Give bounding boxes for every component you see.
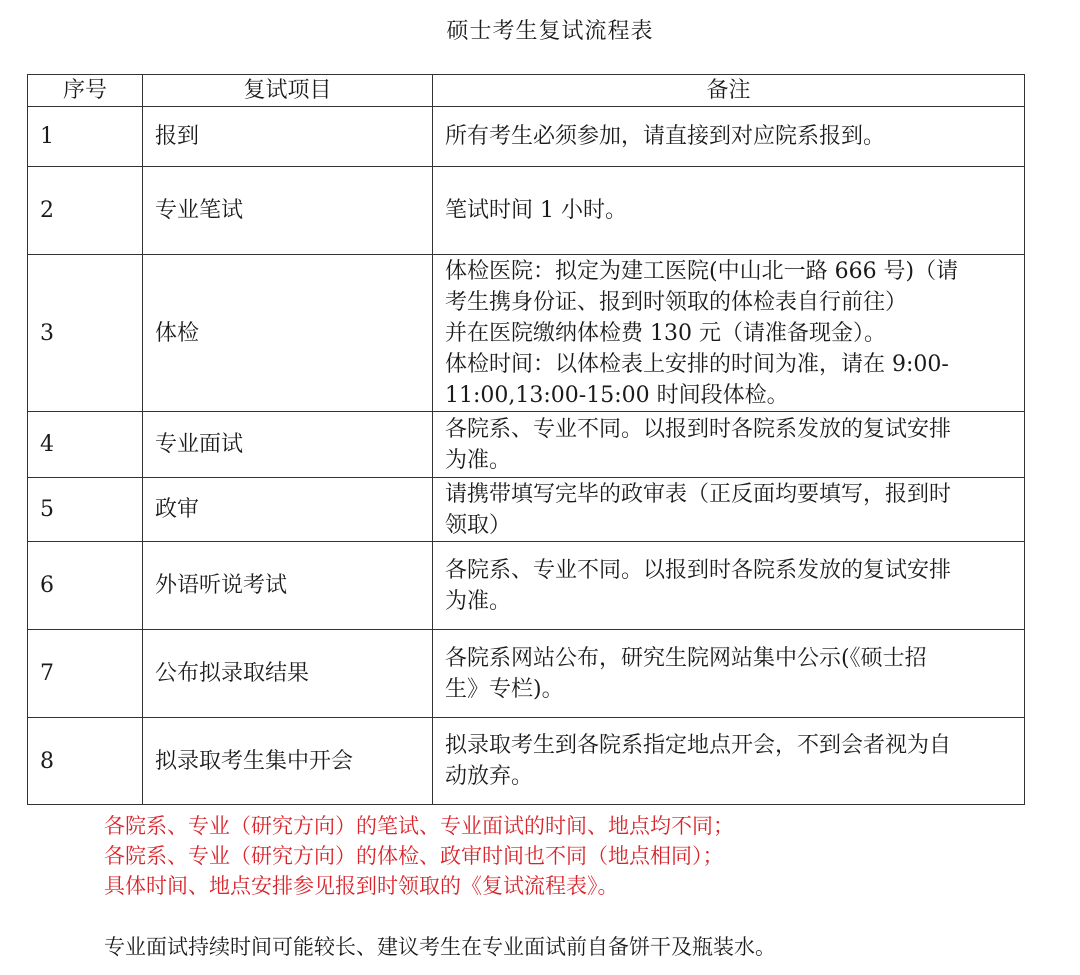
note-line: 为准。 [445, 588, 512, 614]
row-no: 8 [28, 718, 143, 805]
table-row [28, 255, 1025, 412]
row-item: 政审 [143, 478, 433, 542]
table-header-row [28, 75, 1025, 107]
page-title: 硕士考生复试流程表 [446, 19, 654, 44]
table-row [28, 542, 1025, 630]
table-row [28, 718, 1025, 805]
row-item: 专业面试 [143, 412, 433, 478]
row-item: 报到 [143, 107, 433, 167]
process-table [27, 74, 1025, 805]
table-row [28, 478, 1025, 542]
table-row [28, 412, 1025, 478]
row-item: 体检 [143, 255, 433, 412]
note-line: 笔试时间 1 小时。 [445, 198, 627, 223]
row-notes [433, 478, 1025, 542]
row-no: 1 [28, 107, 143, 167]
row-no: 5 [28, 478, 143, 542]
row-no: 7 [28, 630, 143, 718]
table-row [28, 630, 1025, 718]
row-item: 外语听说考试 [143, 542, 433, 630]
row-item: 专业笔试 [143, 167, 433, 255]
row-item: 拟录取考生集中开会 [143, 718, 433, 805]
table-row [28, 107, 1025, 167]
note-line: 为准。 [445, 447, 512, 473]
note-line: 领取） [445, 512, 512, 538]
row-notes [433, 167, 1025, 255]
row-no: 3 [28, 255, 143, 412]
note-line: 11:00,13:00-15:00 时间段体检。 [445, 382, 789, 408]
row-notes [433, 412, 1025, 478]
note-line: 考生携身份证、报到时领取的体检表自行前往） [445, 289, 908, 315]
row-notes [433, 542, 1025, 630]
note-line: 体检医院：拟定为建工医院(中山北一路 666 号)（请 [445, 258, 959, 284]
footnote-line: 各院系、专业（研究方向）的笔试、专业面试的时间、地点均不同； [104, 814, 734, 838]
row-notes [433, 630, 1025, 718]
footnote-line: 具体时间、地点安排参见报到时领取的《复试流程表》。 [104, 874, 619, 898]
row-no: 6 [28, 542, 143, 630]
row-notes [433, 718, 1025, 805]
note-line: 并在医院缴纳体检费 130 元（请准备现金）。 [445, 320, 886, 346]
row-item: 公布拟录取结果 [143, 630, 433, 718]
row-notes [433, 107, 1025, 167]
header-no: 序号 [28, 75, 143, 107]
note-line: 请携带填写完毕的政审表（正反面均要填写，报到时 [445, 481, 952, 507]
note-line: 生》专栏)。 [445, 676, 564, 702]
note-line: 所有考生必须参加，请直接到对应院系报到。 [445, 124, 886, 149]
header-item: 复试项目 [143, 75, 433, 107]
note-line: 体检时间：以体检表上安排的时间为准，请在 9:00- [445, 351, 949, 377]
note-line: 动放弃。 [445, 764, 534, 789]
note-line: 各院系、专业不同。以报到时各院系发放的复试安排 [445, 557, 952, 583]
note-line: 各院系网站公布，研究生院网站集中公示(《硕士招 [445, 645, 927, 671]
footnote-line: 各院系、专业（研究方向）的体检、政审时间也不同（地点相同）； [104, 844, 724, 868]
note-line: 各院系、专业不同。以报到时各院系发放的复试安排 [445, 416, 952, 442]
row-no: 4 [28, 412, 143, 478]
row-notes [433, 255, 1025, 412]
note-line: 拟录取考生到各院系指定地点开会，不到会者视为自 [445, 733, 952, 758]
table-row [28, 167, 1025, 255]
tip-text: 专业面试持续时间可能较长、建议考生在专业面试前自备饼干及瓶装水。 [104, 935, 776, 959]
row-no: 2 [28, 167, 143, 255]
footnotes [104, 811, 734, 901]
header-notes: 备注 [433, 75, 1025, 107]
